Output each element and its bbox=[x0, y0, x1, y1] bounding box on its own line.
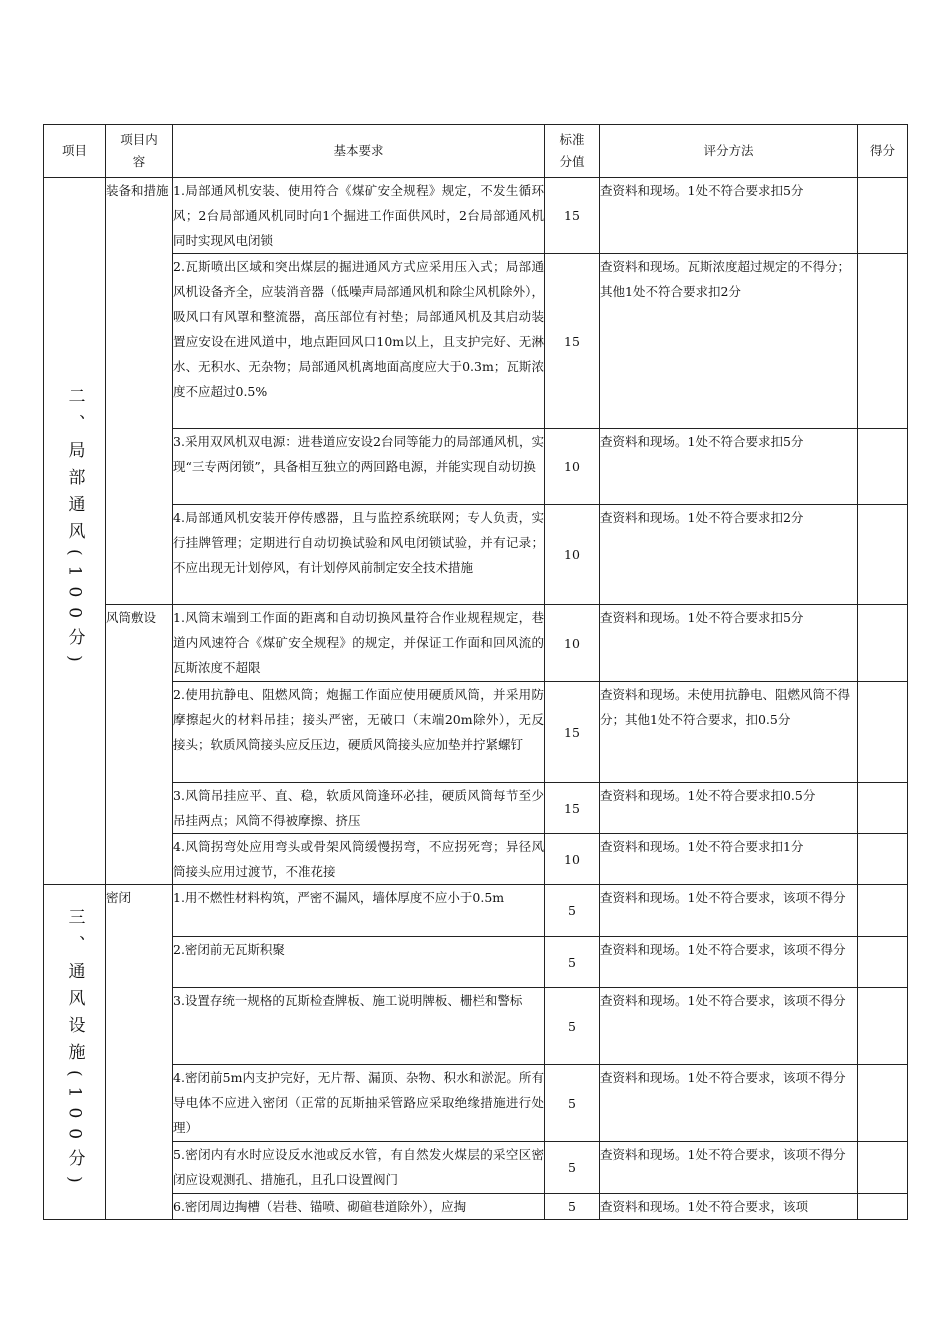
requirement-cell: 4.密闭前5m内支护完好，无片帮、漏顶、杂物、积水和淤泥。所有导电体不应进入密闭（正常的瓦斯抽采管路应采取绝缘措施进行处理） bbox=[173, 1065, 545, 1142]
score-cell[interactable] bbox=[858, 1194, 908, 1220]
requirement-cell: 2.密闭前无瓦斯积聚 bbox=[173, 937, 545, 988]
category-label: 三、通风设施(100分) bbox=[64, 908, 85, 1193]
header-item: 项目 bbox=[44, 125, 106, 178]
table-row bbox=[44, 1065, 908, 1142]
method-cell: 查资料和现场。1处不符合要求，该项不得分 bbox=[600, 988, 858, 1065]
standard-score-cell: 15 bbox=[545, 254, 600, 429]
score-cell[interactable] bbox=[858, 1142, 908, 1194]
method-cell: 查资料和现场。1处不符合要求扣0.5分 bbox=[600, 783, 858, 834]
standard-score-cell: 10 bbox=[545, 505, 600, 605]
score-cell[interactable] bbox=[858, 834, 908, 885]
standard-score-cell: 10 bbox=[545, 834, 600, 885]
standard-score-cell: 15 bbox=[545, 178, 600, 254]
requirement-cell: 3.风筒吊挂应平、直、稳，软质风筒逢环必挂，硬质风筒每节至少吊挂两点；风筒不得被摩擦、挤压 bbox=[173, 783, 545, 834]
table-row bbox=[44, 254, 908, 429]
header-requirement: 基本要求 bbox=[173, 125, 545, 178]
table-row bbox=[44, 834, 908, 885]
score-cell[interactable] bbox=[858, 429, 908, 505]
table-row bbox=[44, 429, 908, 505]
category-cell bbox=[44, 885, 106, 1220]
method-cell: 查资料和现场。1处不符合要求，该项不得分 bbox=[600, 885, 858, 937]
method-cell: 查资料和现场。1处不符合要求扣5分 bbox=[600, 178, 858, 254]
table-row bbox=[44, 1194, 908, 1220]
score-cell[interactable] bbox=[858, 885, 908, 937]
category-label: 二、局部通风(100分) bbox=[64, 387, 85, 672]
requirement-cell: 4.局部通风机安装开停传感器，且与监控系统联网；专人负责，实行挂牌管理；定期进行自动切换试验和风电闭锁试验，并有记录；不应出现无计划停风，有计划停风前制定安全技术措施 bbox=[173, 505, 545, 605]
requirement-cell: 5.密闭内有水时应设反水池或反水管，有自然发火煤层的采空区密闭应设观测孔、措施孔，且孔口设置阀门 bbox=[173, 1142, 545, 1194]
table-row bbox=[44, 885, 908, 937]
score-cell[interactable] bbox=[858, 254, 908, 429]
standard-score-cell: 5 bbox=[545, 885, 600, 937]
method-cell: 查资料和现场。瓦斯浓度超过规定的不得分；其他1处不符合要求扣2分 bbox=[600, 254, 858, 429]
content-cell: 风筒敷设 bbox=[106, 605, 173, 885]
header-method: 评分方法 bbox=[600, 125, 858, 178]
score-cell[interactable] bbox=[858, 682, 908, 783]
table-row bbox=[44, 682, 908, 783]
requirement-cell: 3.设置存统一规格的瓦斯检查牌板、施工说明牌板、栅栏和警标 bbox=[173, 988, 545, 1065]
method-cell: 查资料和现场。1处不符合要求扣2分 bbox=[600, 505, 858, 605]
requirement-cell: 1.风筒末端到工作面的距离和自动切换风量符合作业规程规定，巷道内风速符合《煤矿安全规程》的规定，并保证工作面和回风流的瓦斯浓度不超限 bbox=[173, 605, 545, 682]
method-cell: 查资料和现场。1处不符合要求扣5分 bbox=[600, 605, 858, 682]
table-row bbox=[44, 783, 908, 834]
table-row bbox=[44, 178, 908, 254]
header-standard-score: 标准分值 bbox=[545, 125, 600, 178]
requirement-cell: 1.用不燃性材料构筑，严密不漏风，墙体厚度不应小于0.5m bbox=[173, 885, 545, 937]
table-row bbox=[44, 1142, 908, 1194]
requirement-cell: 2.使用抗静电、阻燃风筒；炮掘工作面应使用硬质风筒，并采用防摩擦起火的材料吊挂；接头严密，无破口（末端20m除外），无反接头；软质风筒接头应反压边，硬质风筒接头应加垫并拧紧螺钉 bbox=[173, 682, 545, 783]
table-row bbox=[44, 988, 908, 1065]
standard-score-cell: 15 bbox=[545, 682, 600, 783]
requirement-cell: 6.密闭周边掏槽（岩巷、锚喷、砌碹巷道除外），应掏 bbox=[173, 1194, 545, 1220]
method-cell: 查资料和现场。1处不符合要求扣1分 bbox=[600, 834, 858, 885]
standard-score-cell: 5 bbox=[545, 988, 600, 1065]
content-cell: 装备和措施 bbox=[106, 178, 173, 605]
category-cell bbox=[44, 178, 106, 885]
method-cell: 查资料和现场。1处不符合要求，该项不得分 bbox=[600, 937, 858, 988]
scoring-table bbox=[43, 124, 908, 1220]
method-cell: 查资料和现场。1处不符合要求，该项不得分 bbox=[600, 1142, 858, 1194]
method-cell: 查资料和现场。未使用抗静电、阻燃风筒不得分；其他1处不符合要求，扣0.5分 bbox=[600, 682, 858, 783]
standard-score-cell: 15 bbox=[545, 783, 600, 834]
standard-score-cell: 5 bbox=[545, 1065, 600, 1142]
requirement-cell: 4.风筒拐弯处应用弯头或骨架风筒缓慢拐弯，不应拐死弯；异径风筒接头应用过渡节，不准花接 bbox=[173, 834, 545, 885]
standard-score-cell: 5 bbox=[545, 1194, 600, 1220]
score-cell[interactable] bbox=[858, 783, 908, 834]
score-cell[interactable] bbox=[858, 505, 908, 605]
table-header-row bbox=[44, 125, 908, 178]
score-cell[interactable] bbox=[858, 937, 908, 988]
method-cell: 查资料和现场。1处不符合要求，该项不得分 bbox=[600, 1065, 858, 1142]
table-row bbox=[44, 937, 908, 988]
content-cell: 密闭 bbox=[106, 885, 173, 1220]
table-row bbox=[44, 605, 908, 682]
score-cell[interactable] bbox=[858, 178, 908, 254]
requirement-cell: 3.采用双风机双电源：进巷道应安设2台同等能力的局部通风机，实现“三专两闭锁”，具备相互独立的两回路电源，并能实现自动切换 bbox=[173, 429, 545, 505]
method-cell: 查资料和现场。1处不符合要求，该项 bbox=[600, 1194, 858, 1220]
method-cell: 查资料和现场。1处不符合要求扣5分 bbox=[600, 429, 858, 505]
header-score: 得分 bbox=[858, 125, 908, 178]
score-cell[interactable] bbox=[858, 1065, 908, 1142]
standard-score-cell: 10 bbox=[545, 605, 600, 682]
standard-score-cell: 5 bbox=[545, 937, 600, 988]
standard-score-cell: 10 bbox=[545, 429, 600, 505]
score-cell[interactable] bbox=[858, 988, 908, 1065]
standard-score-cell: 5 bbox=[545, 1142, 600, 1194]
requirement-cell: 1.局部通风机安装、使用符合《煤矿安全规程》规定，不发生循环风；2台局部通风机同时向1个掘进工作面供风时，2台局部通风机同时实现风电闭锁 bbox=[173, 178, 545, 254]
score-cell[interactable] bbox=[858, 605, 908, 682]
table-row bbox=[44, 505, 908, 605]
requirement-cell: 2.瓦斯喷出区域和突出煤层的掘进通风方式应采用压入式；局部通风机设备齐全，应装消音器（低噪声局部通风机和除尘风机除外），吸风口有风罩和整流器，高压部位有衬垫；局部通风机及其启动装置应安设在进风道中，地点距回风口10m以上，且支护完好、无淋水、无积水、无杂物；局部通风机离地面高度应大于0.3m；瓦斯浓度不应超过0.5% bbox=[173, 254, 545, 429]
header-content: 项目内容 bbox=[106, 125, 173, 178]
